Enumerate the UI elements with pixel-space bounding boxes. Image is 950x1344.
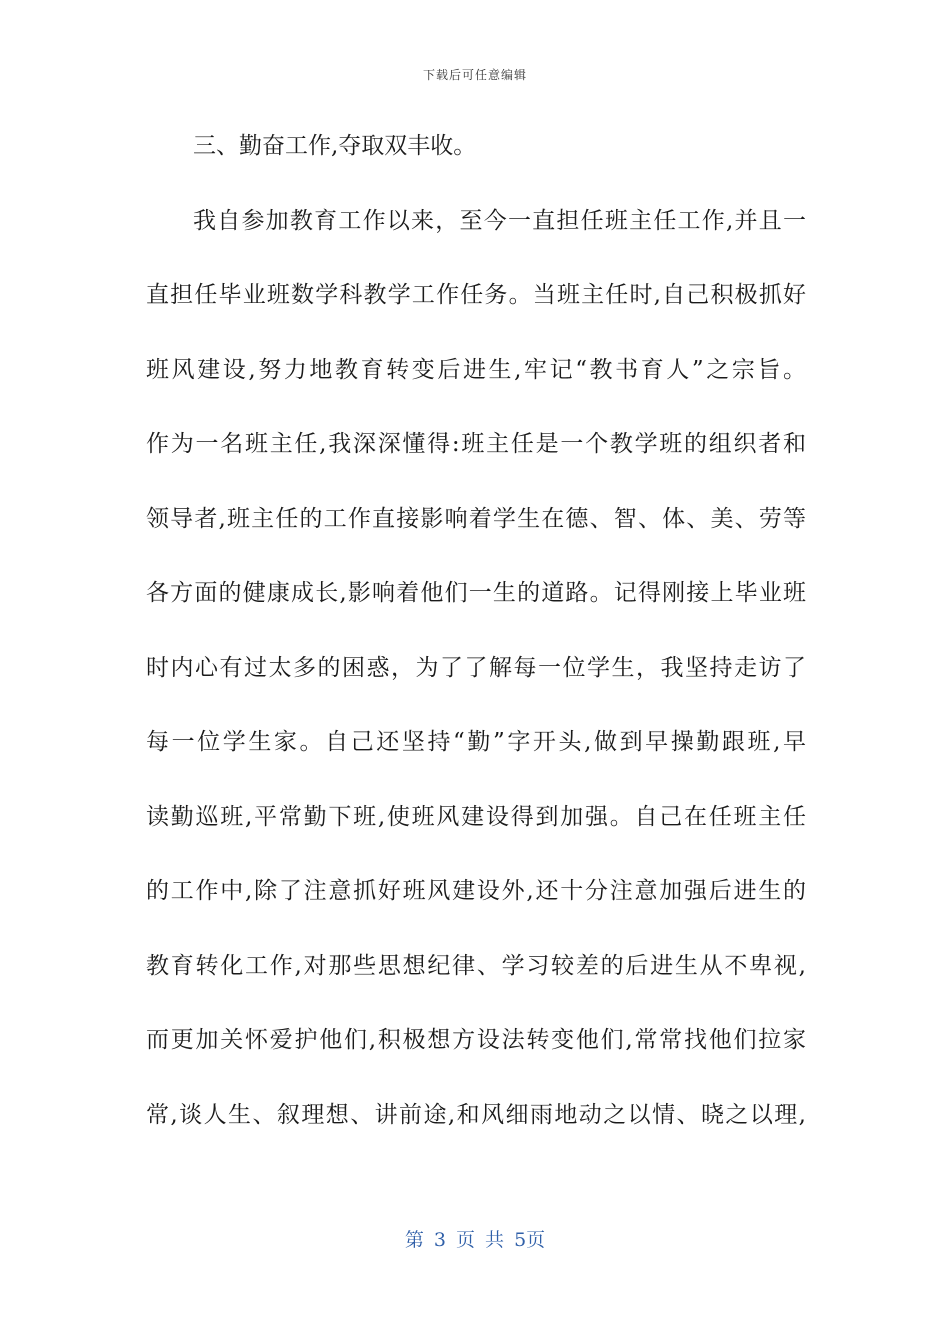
paragraph-line: 常,谈人生、叙理想、讲前途,和风细雨地动之以情、晓之以理,	[146, 1101, 806, 1128]
paragraph-line: 教育转化工作,对那些思想纪律、学习较差的后进生从不卑视,	[146, 952, 806, 979]
paragraph-line: 直担任毕业班数学科教学工作任务。当班主任时,自己积极抓好	[146, 282, 806, 308]
paragraph-line: 的工作中,除了注意抓好班风建设外,还十分注意加强后进生的	[146, 878, 806, 904]
paragraph-line: 各方面的健康成长,影响着他们一生的道路。记得刚接上毕业班	[146, 580, 806, 606]
paragraph-line: 读勤巡班,平常勤下班,使班风建设得到加强。自己在任班主任	[146, 803, 806, 830]
paragraph-line: 而更加关怀爱护他们,积极想方设法转变他们,常常找他们拉家	[146, 1027, 806, 1053]
paragraph-line: 作为一名班主任,我深深懂得:班主任是一个教学班的组织者和	[146, 431, 806, 457]
section-heading: 三、勤奋工作,夺取双丰收。	[193, 133, 477, 159]
paragraph-line: 班风建设,努力地教育转变后进生,牢记“教书育人”之宗旨。	[146, 356, 806, 383]
paragraph-line: 每一位学生家。自己还坚持“勤”字开头,做到早操勤跟班,早	[146, 729, 806, 755]
page-header: 下载后可任意编辑	[422, 68, 527, 82]
paragraph-line: 我自参加教育工作以来，至今一直担任班主任工作,并且一	[193, 207, 806, 234]
document-body	[146, 122, 806, 1165]
paragraph-line: 时内心有过太多的困惑，为了了解每一位学生，我坚持走访了	[146, 654, 806, 681]
paragraph-line: 领导者,班主任的工作直接影响着学生在德、智、体、美、劳等	[146, 505, 806, 532]
page-number: 第 3 页 共 5页	[404, 1229, 546, 1251]
